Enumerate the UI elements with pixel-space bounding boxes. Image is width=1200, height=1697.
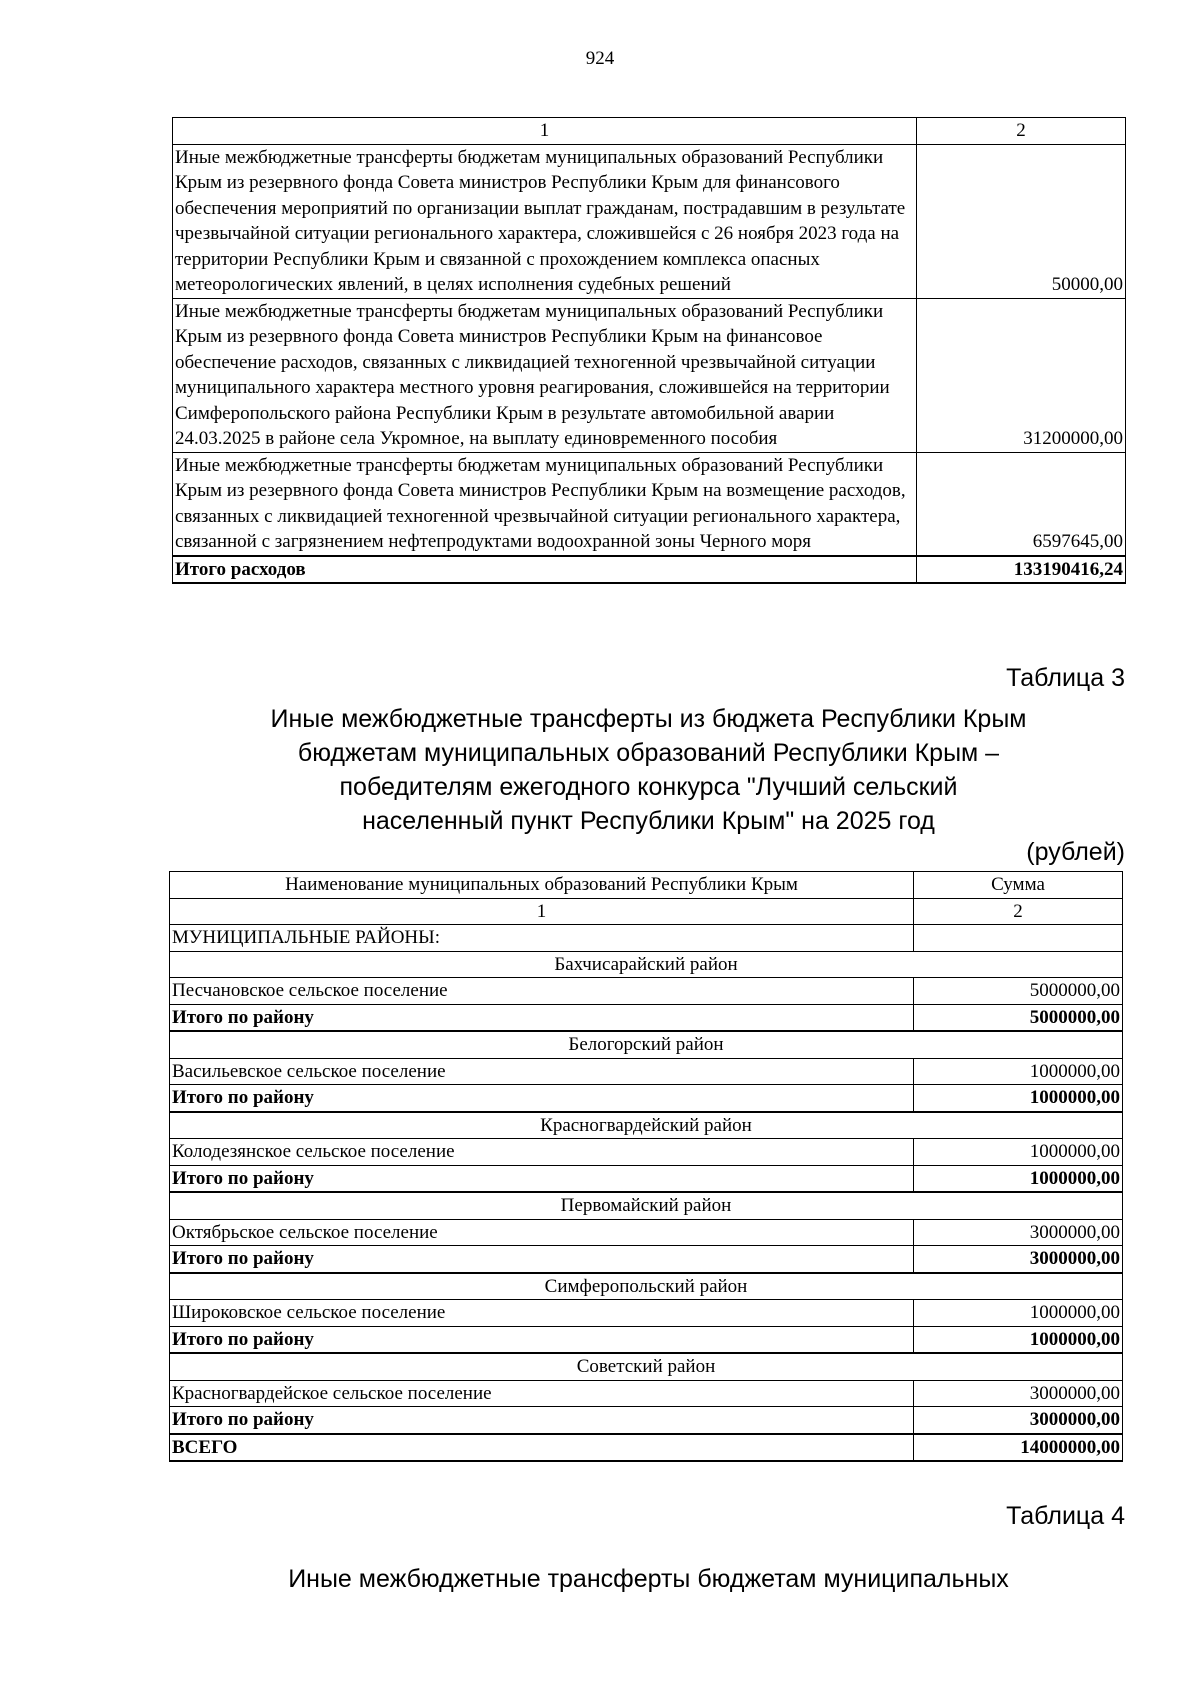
grand-total-amount: 14000000,00 [914,1434,1123,1462]
district-total-amount: 1000000,00 [914,1085,1123,1112]
column-number-1: 1 [173,118,917,145]
table-3-title [172,702,1125,838]
district-row [170,1192,1123,1219]
table-3-caption: Таблица 3 [1006,664,1125,692]
settlement-name: Красногвардейское сельское поселение [170,1380,914,1407]
settlement-name: Широковское сельское поселение [170,1300,914,1327]
table-header-row [170,872,1123,899]
district-row [170,1112,1123,1139]
row-amount: 6597645,00 [917,452,1126,556]
district-total-row [170,1246,1123,1273]
row-amount: 31200000,00 [917,298,1126,452]
table-row [173,452,1126,556]
table-2-continuation [172,117,1126,584]
district-total-label: Итого по району [170,1246,914,1273]
settlement-amount: 1000000,00 [914,1139,1123,1166]
district-total-amount: 1000000,00 [914,1165,1123,1192]
page-number: 924 [585,48,615,69]
total-row [173,556,1126,584]
district-total-amount: 5000000,00 [914,1004,1123,1031]
section-label: МУНИЦИПАЛЬНЫЕ РАЙОНЫ: [170,925,914,952]
title-line: бюджетам муниципальных образований Республики Крым – [297,739,1000,767]
row-amount: 50000,00 [917,144,1126,298]
column-header-name: Наименование муниципальных образований Республики Крым [170,872,914,899]
district-row [170,1031,1123,1058]
settlement-amount: 3000000,00 [914,1380,1123,1407]
settlement-name: Октябрьское сельское поселение [170,1219,914,1246]
table-row [170,1380,1123,1407]
district-total-row [170,1085,1123,1112]
district-total-label: Итого по району [170,1407,914,1434]
settlement-amount: 1000000,00 [914,1058,1123,1085]
district-total-label: Итого по району [170,1326,914,1353]
district-row [170,1273,1123,1300]
district-total-amount: 1000000,00 [914,1326,1123,1353]
column-number-2: 2 [914,898,1123,925]
column-header-sum: Сумма [914,872,1123,899]
settlement-name: Песчановское сельское поселение [170,978,914,1005]
district-total-amount: 3000000,00 [914,1407,1123,1434]
table-row [173,298,1126,452]
column-number-1: 1 [170,898,914,925]
row-description: Иные межбюджетные трансферты бюджетам муниципальных образований Республики Крым из резервного фонда Совета министров Республики Крым для финансового обеспечения мероприятий по организации выплат гражданам, пострадавшим в результате чрезвычайной ситуации регионального характера, сложившейся с 26 ноября 2023 года на территории Республики Крым и связанной с прохождением комплекса опасных метеорологических явлений, в целях исполнения судебных решений [173,144,917,298]
district-total-row [170,1326,1123,1353]
column-number-row [170,898,1123,925]
units-label: (рублей) [1026,838,1125,866]
row-description: Иные межбюджетные трансферты бюджетам муниципальных образований Республики Крым из резервного фонда Совета министров Республики Крым на возмещение расходов, связанных с ликвидацией техногенной чрезвычайной ситуации регионального характера, связанной с загрязнением нефтепродуктами водоохранной зоны Черного моря [173,452,917,556]
district-name: Бахчисарайский район [170,951,1123,978]
table-3 [169,871,1123,1462]
settlement-amount: 3000000,00 [914,1219,1123,1246]
settlement-name: Колодезянское сельское поселение [170,1139,914,1166]
district-name: Белогорский район [170,1031,1123,1058]
district-total-label: Итого по району [170,1165,914,1192]
settlement-amount: 5000000,00 [914,978,1123,1005]
section-empty-cell [914,925,1123,952]
district-total-label: Итого по району [170,1004,914,1031]
district-name: Красногвардейский район [170,1112,1123,1139]
total-label: Итого расходов [173,556,917,584]
table-row [170,1300,1123,1327]
district-total-row [170,1407,1123,1434]
table-4-caption: Таблица 4 [1006,1502,1125,1530]
title-line: Иные межбюджетные трансферты из бюджета Республики Крым [270,705,1027,733]
table-row [170,1219,1123,1246]
district-row [170,1353,1123,1380]
table-4-title: Иные межбюджетные трансферты бюджетам муниципальных [288,1565,1009,1593]
title-line: победителям ежегодного конкурса "Лучший сельский [339,773,958,801]
settlement-amount: 1000000,00 [914,1300,1123,1327]
grand-total-label: ВСЕГО [170,1434,914,1462]
column-number-2: 2 [917,118,1126,145]
table-row [170,978,1123,1005]
table-row [170,1058,1123,1085]
district-total-amount: 3000000,00 [914,1246,1123,1273]
district-total-row [170,1004,1123,1031]
section-row [170,925,1123,952]
district-row [170,951,1123,978]
district-total-label: Итого по району [170,1085,914,1112]
row-description: Иные межбюджетные трансферты бюджетам муниципальных образований Республики Крым из резервного фонда Совета министров Республики Крым на финансовое обеспечение расходов, связанных с ликвидацией техногенной чрезвычайной ситуации муниципального характера местного уровня реагирования, сложившейся на территории Симферопольского района Республики Крым в результате автомобильной аварии 24.03.2025 в районе села Укромное, на выплату единовременного пособия [173,298,917,452]
district-name: Первомайский район [170,1192,1123,1219]
table-row [170,1139,1123,1166]
title-line: населенный пункт Республики Крым" на 2025 год [362,807,935,835]
district-name: Симферопольский район [170,1273,1123,1300]
district-total-row [170,1165,1123,1192]
settlement-name: Васильевское сельское поселение [170,1058,914,1085]
district-name: Советский район [170,1353,1123,1380]
table-row [173,144,1126,298]
total-amount: 133190416,24 [917,556,1126,584]
table-header-row [173,118,1126,145]
grand-total-row [170,1434,1123,1462]
